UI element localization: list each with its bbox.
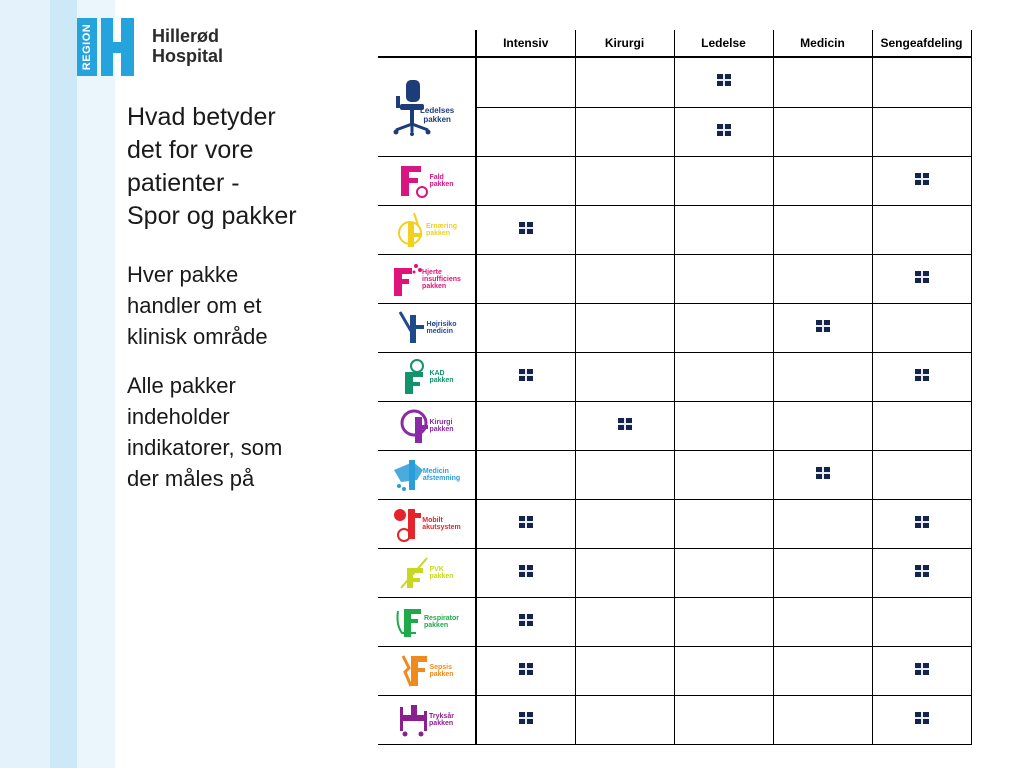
package-label: KAD pakken <box>429 370 454 384</box>
cell-ledelse <box>674 57 773 107</box>
package-label: Fald pakken <box>429 174 454 188</box>
cell-kirurgi <box>575 157 674 206</box>
checkmark-cross-icon <box>915 565 929 577</box>
package-label: Hjerte insufficiens pakken <box>422 268 461 290</box>
cell-ledelse <box>674 598 773 647</box>
cell-kirurgi <box>575 696 674 745</box>
cell-sengeafdeling <box>872 598 971 647</box>
package-label: Mobilt akutsystem <box>422 517 461 531</box>
cell-intensiv <box>476 696 575 745</box>
cell-intensiv <box>476 57 575 107</box>
package-icon-cell <box>378 255 476 304</box>
region-logo <box>77 18 134 76</box>
package-icon-cell <box>378 451 476 500</box>
table-row <box>378 598 971 647</box>
cell-sengeafdeling <box>872 647 971 696</box>
header-sengeafdeling: Sengeafdeling <box>872 30 971 57</box>
table-row <box>378 696 971 745</box>
cell-kirurgi <box>575 353 674 402</box>
cell-sengeafdeling <box>872 549 971 598</box>
cell-ledelse <box>674 206 773 255</box>
cell-intensiv <box>476 107 575 157</box>
checkmark-cross-icon <box>816 467 830 479</box>
header-icon-column <box>378 30 476 57</box>
table-row <box>378 647 971 696</box>
cell-kirurgi <box>575 451 674 500</box>
cell-sengeafdeling <box>872 157 971 206</box>
cell-kirurgi <box>575 107 674 157</box>
table-row <box>378 500 971 549</box>
slide-heading: Hvad betyder det for vore patienter - Spor og pakker <box>127 103 297 230</box>
package-icon-cell <box>378 549 476 598</box>
background-strip-mid <box>50 0 77 768</box>
table-row <box>378 255 971 304</box>
package-label: Medicin afstemning <box>422 468 461 482</box>
package-icon-cell <box>378 500 476 549</box>
checkmark-cross-icon <box>519 369 533 381</box>
package-label: Respirator pakken <box>423 615 459 629</box>
checkmark-cross-icon <box>915 173 929 185</box>
syringe-icon <box>397 309 427 347</box>
region-vertical-label: REGION <box>81 23 93 71</box>
checkmark-cross-icon <box>519 516 533 528</box>
header-ledelse: Ledelse <box>674 30 773 57</box>
checkmark-cross-icon <box>915 369 929 381</box>
table-row <box>378 402 971 451</box>
checkmark-cross-icon <box>519 614 533 626</box>
medicin-icon <box>393 456 423 494</box>
cell-medicin <box>773 451 872 500</box>
package-icon-cell <box>378 696 476 745</box>
package-label: Tryksår pakken <box>429 713 454 727</box>
cell-sengeafdeling <box>872 500 971 549</box>
cell-ledelse <box>674 402 773 451</box>
checkmark-cross-icon <box>816 320 830 332</box>
respirator-icon <box>394 603 424 641</box>
cell-medicin <box>773 57 872 107</box>
cell-medicin <box>773 500 872 549</box>
table-row <box>378 304 971 353</box>
cell-kirurgi <box>575 57 674 107</box>
package-icon-cell <box>378 206 476 255</box>
hospital-name <box>152 26 223 66</box>
table-row <box>378 57 971 107</box>
cell-intensiv <box>476 451 575 500</box>
cell-medicin <box>773 353 872 402</box>
checkmark-cross-icon <box>915 712 929 724</box>
cell-ledelse <box>674 304 773 353</box>
package-label-line1: Ledelses <box>420 106 455 115</box>
cell-kirurgi <box>575 206 674 255</box>
cell-intensiv <box>476 206 575 255</box>
cell-intensiv <box>476 353 575 402</box>
cell-medicin <box>773 647 872 696</box>
header-intensiv: Intensiv <box>476 30 575 57</box>
cell-sengeafdeling <box>872 451 971 500</box>
header-medicin: Medicin <box>773 30 872 57</box>
table-row <box>378 157 971 206</box>
checkmark-cross-icon <box>618 418 632 430</box>
heart-icon <box>392 260 422 298</box>
cell-ledelse <box>674 500 773 549</box>
cell-ledelse <box>674 107 773 157</box>
checkmark-cross-icon <box>519 565 533 577</box>
package-icon-cell <box>378 402 476 451</box>
background-strip-pale <box>77 0 115 768</box>
cell-medicin <box>773 696 872 745</box>
package-label: Kirurgi pakken <box>429 419 454 433</box>
checkmark-cross-icon <box>717 74 731 86</box>
checkmark-cross-icon <box>915 663 929 675</box>
cell-kirurgi <box>575 549 674 598</box>
table-row <box>378 206 971 255</box>
hospital-name-line1: Hillerød <box>152 26 220 46</box>
bed-icon <box>399 701 429 739</box>
cell-sengeafdeling <box>872 696 971 745</box>
checkmark-cross-icon <box>915 271 929 283</box>
paragraph-packages: Hver pakke handler om et klinisk område <box>127 262 268 349</box>
cell-intensiv <box>476 598 575 647</box>
cell-medicin <box>773 206 872 255</box>
cell-intensiv <box>476 549 575 598</box>
cell-kirurgi <box>575 647 674 696</box>
cell-kirurgi <box>575 255 674 304</box>
cell-sengeafdeling <box>872 402 971 451</box>
table-row <box>378 353 971 402</box>
checkmark-cross-icon <box>717 124 731 136</box>
cell-intensiv <box>476 304 575 353</box>
cell-kirurgi <box>575 402 674 451</box>
pvk-icon <box>399 554 429 592</box>
cell-ledelse <box>674 647 773 696</box>
cell-medicin <box>773 549 872 598</box>
checkmark-cross-icon <box>519 222 533 234</box>
table-row <box>378 451 971 500</box>
table-header-row <box>378 30 971 57</box>
cell-ledelse <box>674 451 773 500</box>
cell-kirurgi <box>575 500 674 549</box>
cell-ledelse <box>674 696 773 745</box>
background-strip-light <box>0 0 50 768</box>
left-text-panel <box>127 101 342 512</box>
cell-intensiv <box>476 255 575 304</box>
kirurgi-icon <box>399 407 429 445</box>
package-label <box>420 106 454 124</box>
cell-sengeafdeling <box>872 107 971 157</box>
cell-medicin <box>773 157 872 206</box>
package-label-line2: pakken <box>423 115 451 124</box>
package-label: Sepsis pakken <box>429 664 454 678</box>
hospital-name-line2: Hospital <box>152 46 224 66</box>
package-icon-cell <box>378 598 476 647</box>
cell-intensiv <box>476 500 575 549</box>
package-label: Ernæring pakken <box>425 223 458 237</box>
cell-medicin <box>773 107 872 157</box>
cell-ledelse <box>674 157 773 206</box>
checkmark-cross-icon <box>915 516 929 528</box>
ernaering-icon <box>396 211 426 249</box>
package-label: PVK pakken <box>429 566 454 580</box>
package-icon-cell <box>378 647 476 696</box>
kad-icon <box>399 358 429 396</box>
cell-kirurgi <box>575 304 674 353</box>
cell-intensiv <box>476 402 575 451</box>
fald-icon <box>399 162 429 200</box>
cell-ledelse <box>674 255 773 304</box>
package-icon-cell <box>378 353 476 402</box>
table-row <box>378 549 971 598</box>
paragraph-indicators: Alle pakker indeholder indikatorer, som der måles på <box>127 373 283 491</box>
package-icon-cell <box>378 57 476 157</box>
cell-intensiv <box>476 157 575 206</box>
cell-sengeafdeling <box>872 353 971 402</box>
cell-medicin <box>773 304 872 353</box>
cell-sengeafdeling <box>872 206 971 255</box>
package-table <box>378 30 972 745</box>
cell-intensiv <box>476 647 575 696</box>
package-label: Højrisiko medicin <box>426 321 457 335</box>
cell-kirurgi <box>575 598 674 647</box>
cell-sengeafdeling <box>872 57 971 107</box>
header-kirurgi: Kirurgi <box>575 30 674 57</box>
cell-ledelse <box>674 549 773 598</box>
cell-ledelse <box>674 353 773 402</box>
cell-sengeafdeling <box>872 255 971 304</box>
cell-medicin <box>773 255 872 304</box>
sepsis-icon <box>399 652 429 690</box>
package-icon-cell <box>378 304 476 353</box>
package-icon-cell <box>378 157 476 206</box>
akut-icon <box>392 505 422 543</box>
cell-sengeafdeling <box>872 304 971 353</box>
cell-medicin <box>773 402 872 451</box>
checkmark-cross-icon <box>519 663 533 675</box>
checkmark-cross-icon <box>519 712 533 724</box>
cell-medicin <box>773 598 872 647</box>
